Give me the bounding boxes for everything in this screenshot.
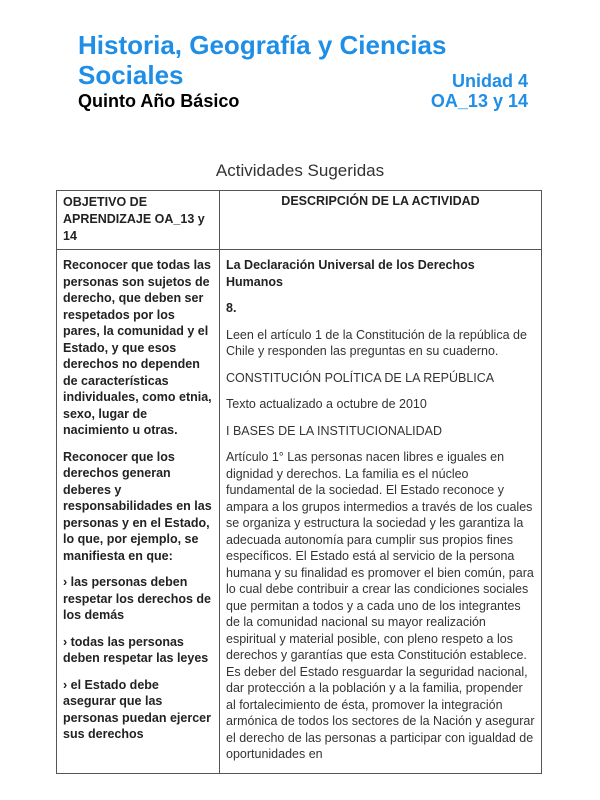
header-objective: OBJETIVO DE APRENDIZAJE OA_13 y 14 [57,191,220,250]
activity-instruction: Leen el artículo 1 de la Constitución de la república de Chile y responden las preguntas en su cuaderno. [226,327,527,358]
activities-table [56,190,542,774]
oa-label: OA_13 y 14 [430,91,528,111]
activity-cell [220,250,542,774]
grade-label: Quinto Año Básico [78,91,240,111]
objective-text: Reconocer que todas las personas son sujetos de derecho, que deben ser respetados por los pares, la comunidad y el Estado, y que esos derechos no dependen de características individuales, como etnia, sexo, lugar de nacimiento u otras. [63,258,212,437]
subject-title-line2: Sociales [78,60,184,90]
constitution-chapter: I BASES DE LA INSTITUCIONALIDAD [226,423,443,438]
unit-label: Unidad 4 [451,71,528,91]
activity-heading: La Declaración Universal de los Derechos Humanos [226,258,475,289]
grade-row [78,91,528,115]
constitution-article: Artículo 1° Las personas nacen libres e iguales en dignidad y derechos. La familia es el núcleo fundamental de la sociedad. El Estado reconoce y ampara a los grupos intermedios a través de los cuales se organiza y estructura la sociedad y les garantiza la adecuada autonomía para cumplir sus propios fines específicos. El Estado está al servicio de la persona humana y su finalidad es promover el bien común, para lo cual debe contribuir a crear las condiciones sociales que permitan a todos y a cada uno de los integrantes de la comunidad nacional su mayor realización espiritual y material posible, con pleno respeto a los derechos y garantías que esta Constitución establece. Es deber del Estado resguardar la seguridad nacional, dar protección a la población y a la familia, propender al fortalecimiento de ésta, promover la integración armónica de todos los sectores de la Nación y asegurar el derecho de las personas a participar con igualdad de oportunidades en [226,450,535,761]
objectives-cell [57,250,220,774]
constitution-updated: Texto actualizado a octubre de 2010 [226,397,427,411]
constitution-title: CONSTITUCIÓN POLÍTICA DE LA REPÚBLICA [226,370,495,385]
table-row [57,250,542,774]
objective-bullet: › las personas deben respetar los derechos de los demás [63,575,211,622]
header-description: DESCRIPCIÓN DE LA ACTIVIDAD [220,191,542,250]
document-header [78,30,528,115]
objective-bullet: › todas las personas deben respetar las leyes [63,634,209,665]
table-header-row [57,191,542,250]
objective-bullet: › el Estado debe asegurar que las personas puedan ejercer sus derechos [63,677,211,741]
section-title: Actividades Sugeridas [215,161,385,180]
activity-number: 8. [226,301,237,315]
subject-title-row2 [78,60,528,90]
subject-title-line1: Historia, Geografía y Ciencias [78,30,447,60]
objective-text: Reconocer que los derechos generan deberes y responsabilidades en las personas y en el Estado, lo que, por ejemplo, se manifiesta en que: [63,449,212,563]
